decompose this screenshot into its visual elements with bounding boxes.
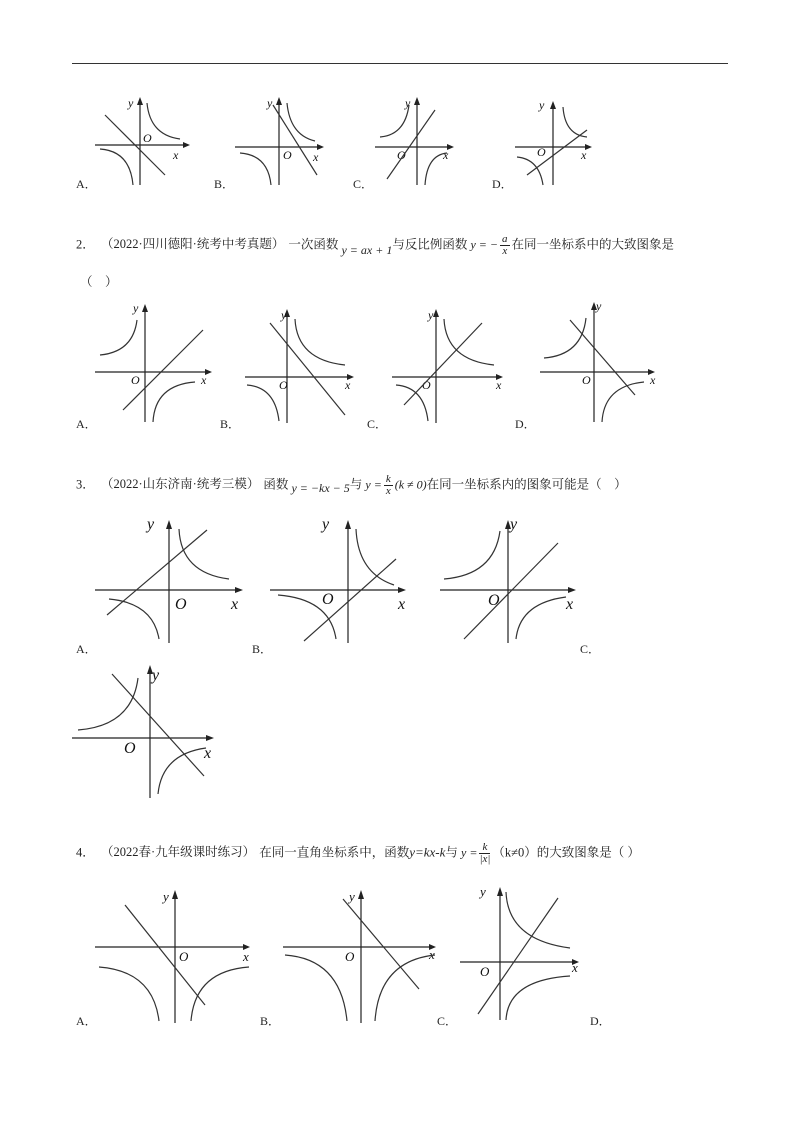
q1-graph-d (515, 95, 625, 190)
svg-text:O: O (537, 145, 546, 159)
svg-text:y: y (152, 667, 160, 684)
svg-text:O: O (143, 131, 152, 145)
svg-text:x: x (345, 378, 351, 392)
svg-text:O: O (582, 373, 591, 387)
q3-graph-c (440, 515, 590, 645)
svg-text:x: x (398, 596, 406, 613)
q4-graph-b (283, 885, 443, 1025)
svg-text:x: x (566, 596, 574, 613)
q3-graph-d (72, 660, 232, 800)
svg-text:O: O (175, 596, 187, 613)
svg-text:O: O (279, 378, 288, 392)
q2-option-d[interactable]: D． (515, 417, 536, 431)
svg-text:y: y (428, 308, 434, 322)
q2-graph-d (540, 300, 670, 425)
q4-option-c[interactable]: C． (437, 1014, 458, 1028)
svg-text:y: y (322, 516, 330, 533)
q2-graph-c (392, 305, 512, 425)
q3-graph-b (270, 515, 420, 645)
svg-text:O: O (283, 148, 292, 162)
svg-text:x: x (243, 949, 249, 964)
svg-text:x: x (581, 148, 587, 162)
q2-graph-b (245, 305, 365, 425)
svg-text:O: O (480, 964, 490, 979)
svg-text:O: O (422, 378, 431, 392)
svg-text:y: y (163, 889, 169, 904)
q3-option-b[interactable]: B． (252, 642, 273, 656)
svg-text:y: y (480, 884, 486, 899)
q4-option-b[interactable]: B． (260, 1014, 281, 1028)
q2-answer-paren: （ ） (80, 275, 118, 289)
svg-text:x: x (572, 960, 578, 975)
svg-text:y: y (349, 889, 355, 904)
svg-text:O: O (131, 373, 140, 387)
svg-text:O: O (488, 592, 500, 609)
svg-text:x: x (650, 373, 656, 387)
svg-text:x: x (429, 947, 435, 962)
q4-option-a[interactable]: A． (76, 1014, 97, 1028)
q1-option-a[interactable]: A． (76, 177, 97, 191)
svg-text:x: x (201, 373, 207, 387)
svg-text:y: y (133, 301, 139, 315)
svg-text:x: x (496, 378, 502, 392)
q4-graph-a (95, 885, 255, 1025)
svg-text:y: y (539, 98, 545, 112)
q1-option-d[interactable]: D． (492, 177, 513, 191)
q3-option-c[interactable]: C． (580, 642, 601, 656)
header-rule (72, 63, 728, 64)
q2-option-a[interactable]: A． (76, 417, 97, 431)
svg-text:x: x (443, 148, 449, 162)
q3-option-a[interactable]: A． (76, 642, 97, 656)
svg-text:x: x (231, 596, 239, 613)
q1-graph-c (375, 95, 485, 190)
q4-graph-c (460, 880, 590, 1025)
svg-text:y: y (405, 96, 411, 110)
q2-stem: 2． （2022·四川德阳·统考中考真题） 一次函数 y = ax + 1与反比例函数 y = − $\frac{a}{x}$ 在同一坐标系中的大致图象是 (76, 233, 675, 258)
svg-text:y: y (128, 96, 134, 110)
svg-text:O: O (322, 591, 334, 608)
q4-stem: 4． （2022春·九年级课时练习） 在同一直角坐标系中，函数y=kx-k与 y = $\frac{k}{|x|}$ （k≠0）的大致图象是（ ） (76, 841, 640, 865)
q2-option-c[interactable]: C． (367, 417, 388, 431)
svg-text:y: y (267, 96, 273, 110)
svg-text:y: y (147, 516, 155, 533)
svg-text:y: y (596, 299, 602, 313)
q1-option-c[interactable]: C． (353, 177, 374, 191)
svg-text:O: O (124, 740, 136, 757)
q2-graph-a (95, 300, 225, 430)
svg-text:O: O (397, 148, 406, 162)
svg-text:O: O (179, 949, 189, 964)
q1-option-b[interactable]: B． (214, 177, 235, 191)
q2-option-b[interactable]: B． (220, 417, 241, 431)
svg-text:y: y (281, 308, 287, 322)
q4-option-d[interactable]: D． (590, 1014, 611, 1028)
svg-text:x: x (204, 745, 212, 762)
q3-stem: 3． （2022·山东济南·统考三模） 函数 y = −kx − 5与 y = $\frac{k}{x}$ (k ≠ 0)在同一坐标系内的图象可能是（ ） (76, 473, 627, 497)
svg-text:x: x (173, 148, 179, 162)
q1-graph-a (95, 95, 205, 190)
svg-text:O: O (345, 949, 355, 964)
q1-graph-b (235, 95, 345, 190)
q3-graph-a (95, 515, 255, 645)
svg-text:y: y (510, 516, 518, 533)
svg-text:x: x (313, 150, 319, 164)
